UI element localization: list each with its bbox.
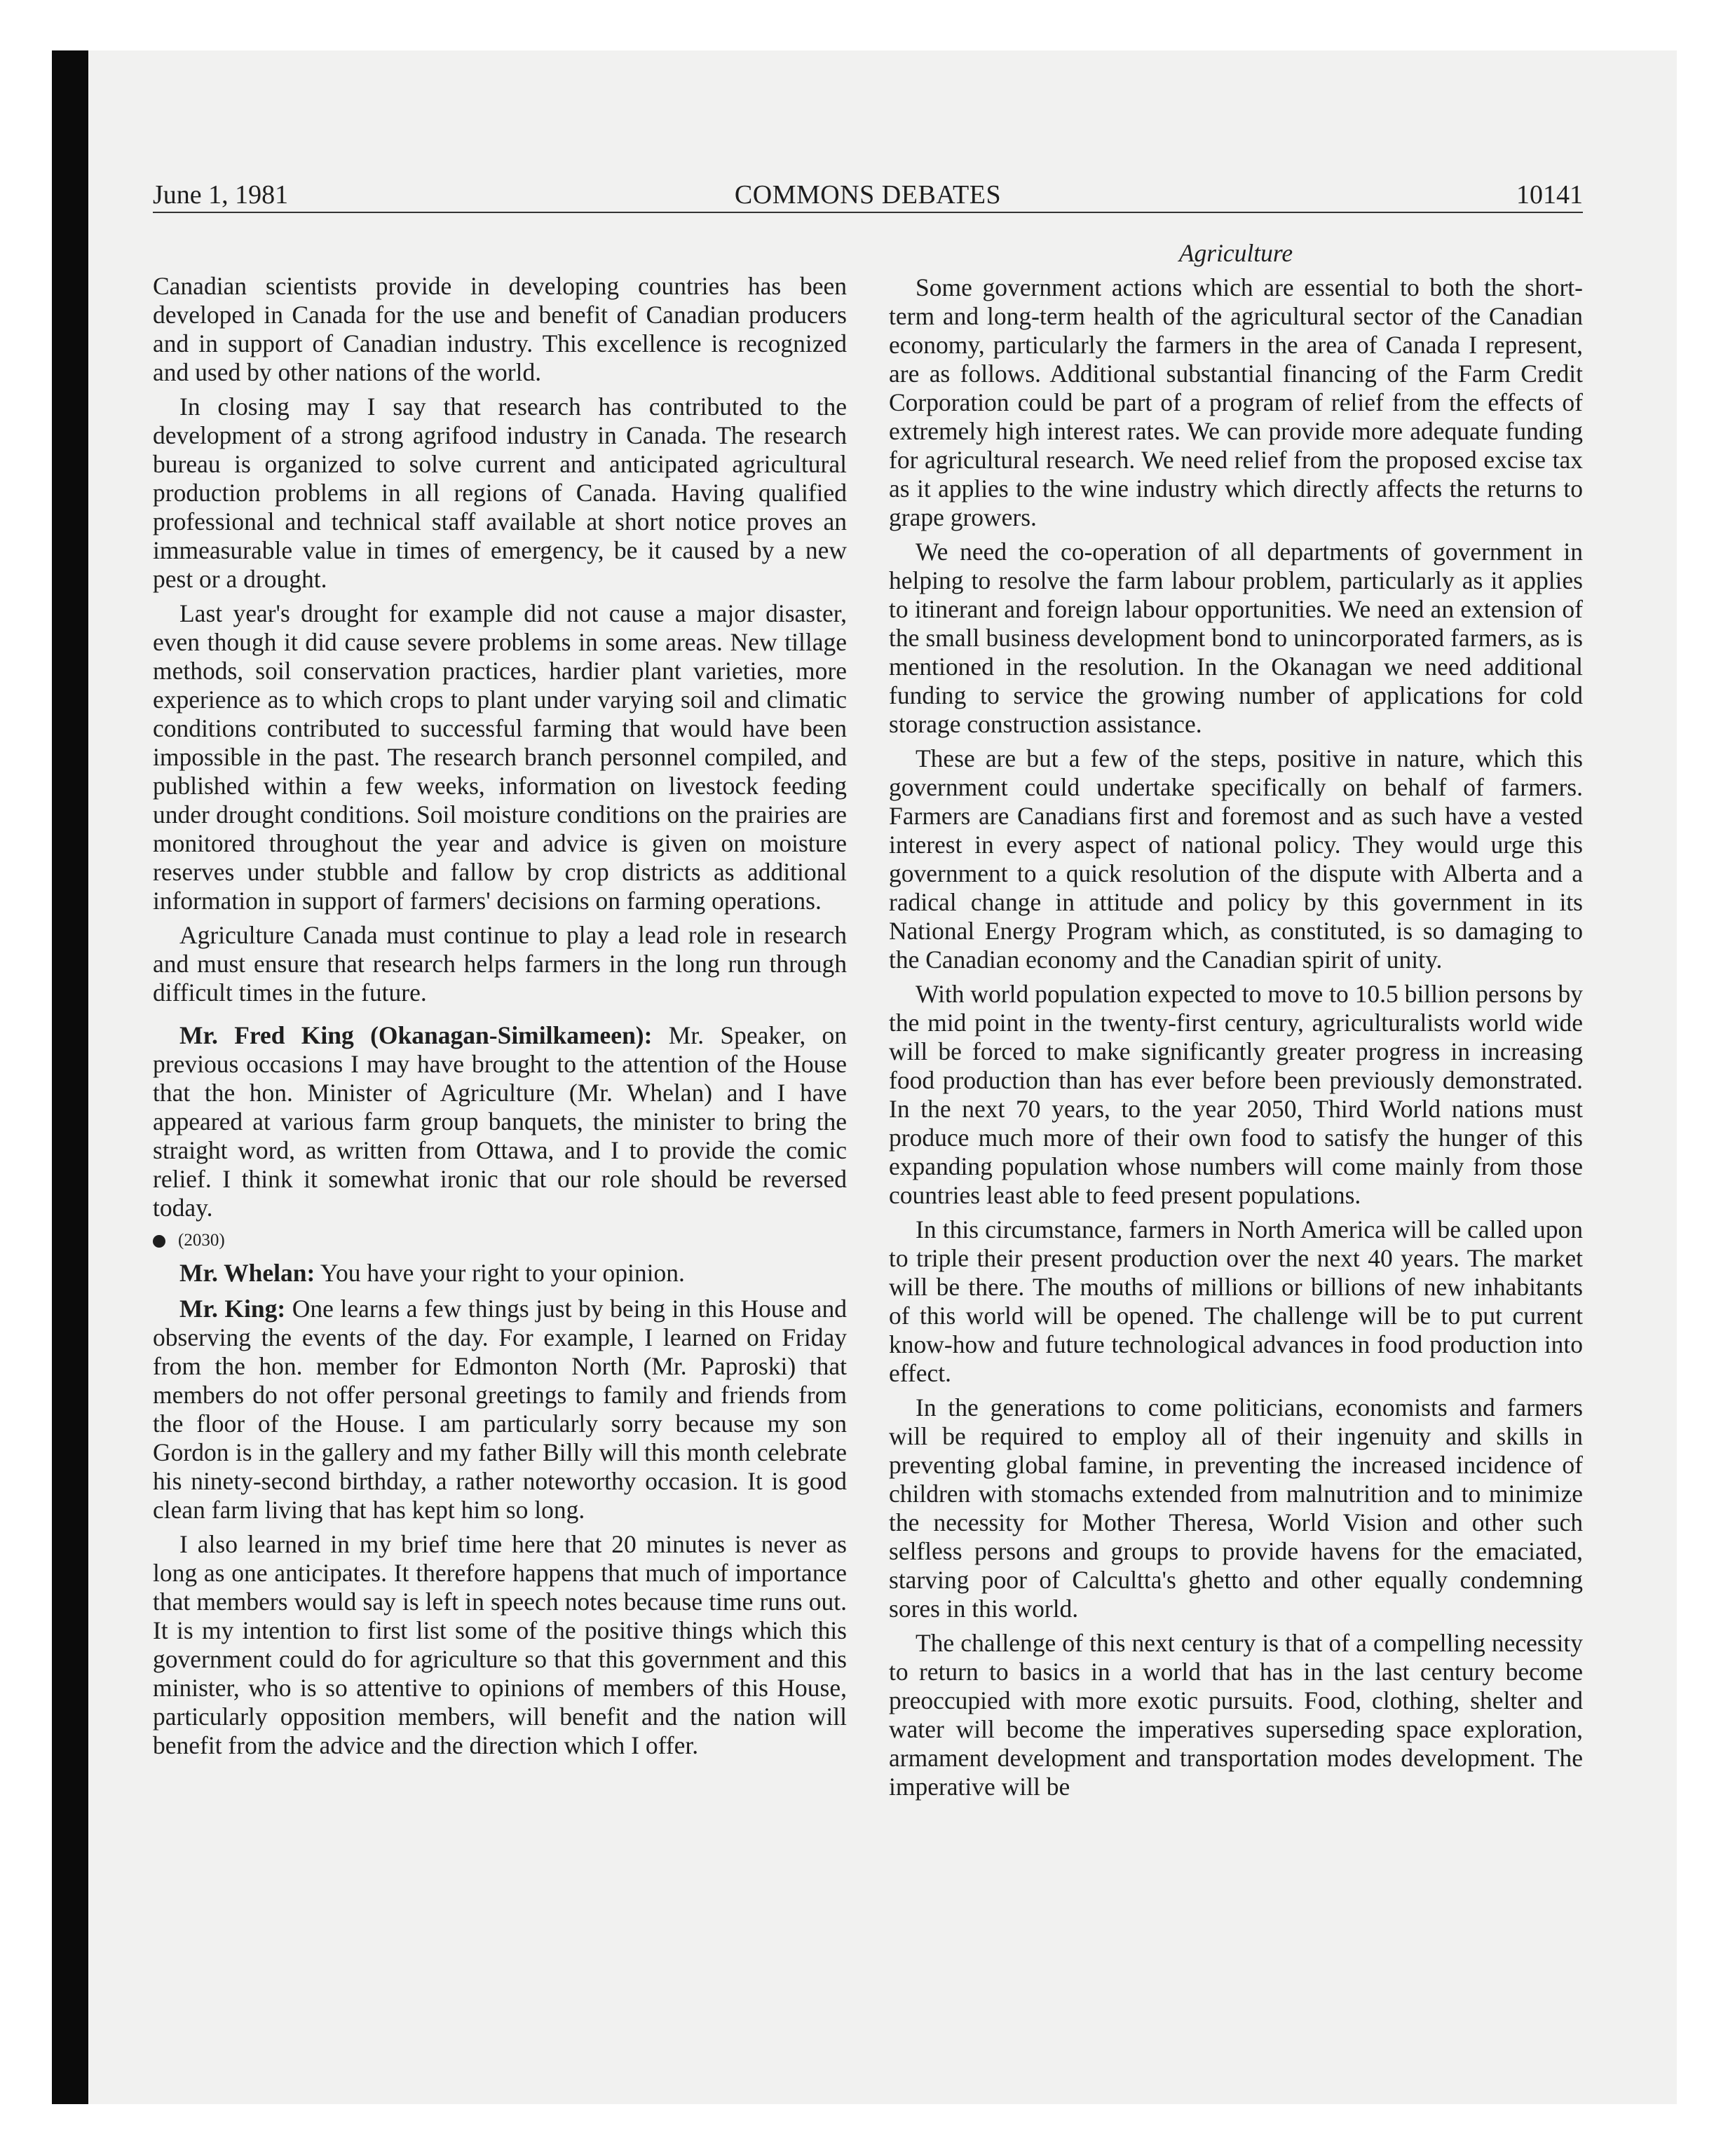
paragraph: Canadian scientists provide in developing countries has been developed in Canada for the use and benefit of Canadian producers and in support of Canadian industry. This excellence is recognized and used by other nations of the world. bbox=[153, 272, 847, 386]
paragraph: Last year's drought for example did not cause a major disaster, even though it did cause severe problems in some areas. New tillage methods, soil conservation practices, hardier plant varieties, more experience as to which crops to plant under varying soil and climatic conditions contributed to successful farming that would have been impossible in the past. The research branch personnel compiled, and published within a few weeks, information on livestock feeding under drought conditions. Soil moisture conditions on the prairies are monitored throughout the year and advice is given on moisture reserves under stubble and fallow by crop districts as additional information in support of farmers' decisions on farming operations. bbox=[153, 599, 847, 915]
header-page-number: 10141 bbox=[1516, 180, 1583, 210]
paragraph: I also learned in my brief time here that 20 minutes is never as long as one anticipates. It therefore happens that much of importance that members would say is left in speech notes because time runs out. It is my intention to first list some of the positive things which this government could do for agriculture so that this government and this minister, who is so attentive to opinions of members of this House, particularly opposition members, will benefit and the nation will benefit from the advice and the direction which I offer. bbox=[153, 1530, 847, 1759]
speech-text: One learns a few things just by being in this House and observing the events of the day. For example, I learned on Friday from the hon. member for Edmonton North (Mr. Paproski) that members do not offer personal greetings to family and friends from the floor of the House. I am particularly sorry because my son Gordon is in the gallery and my father Billy will this month celebrate his ninety-second birthday, a rather noteworthy occasion. It is good clean farm living that has kept him so long. bbox=[153, 1295, 848, 1524]
header-publication: COMMONS DEBATES bbox=[734, 180, 1002, 210]
speech-whelan bbox=[153, 1259, 847, 1288]
timestamp-text: (2030) bbox=[178, 1231, 225, 1250]
speaker-name: Mr. Whelan: bbox=[179, 1259, 315, 1287]
paragraph: Some government actions which are essential to both the short-term and long-term health of the agricultural sector of the Canadian economy, particularly the farmers in the area of Canada I represent, are as follows. Additional substantial financing of the Farm Credit Corporation could be part of a program of relief from the effects of extremely high interest rates. We can provide more adequate funding for agricultural research. We need relief from the proposed excise tax as it applies to the wine industry which directly affects the returns to grape growers. bbox=[889, 273, 1583, 531]
header-rule bbox=[153, 212, 1583, 213]
paragraph: With world population expected to move to 10.5 billion persons by the mid point in the twenty-first century, agriculturalists world wide will be forced to make significantly greater progress in increasing food production than has ever before been previously demonstrated. In the next 70 years, to the year 2050, Third World nations must produce much more of their own food to satisfy the hunger of this expanding population whose numbers will come mainly from those countries least able to feed present populations. bbox=[889, 980, 1583, 1209]
page-header bbox=[153, 177, 1583, 213]
speech-king-2 bbox=[153, 1295, 847, 1524]
right-column bbox=[889, 239, 1583, 1807]
speech-text: You have your right to your opinion. bbox=[320, 1259, 685, 1287]
paragraph: In closing may I say that research has contributed to the development of a strong agrifood industry in Canada. The research bureau is organized to solve current and anticipated agricultural production problems in all regions of Canada. Having qualified professional and technical staff available at short notice proves an immeasurable value in times of emergency, be it caused by a new pest or a drought. bbox=[153, 393, 847, 593]
paragraph: Agriculture Canada must continue to play a lead role in research and must ensure that research helps farmers in the long run through difficult times in the future. bbox=[153, 921, 847, 1007]
paragraph: These are but a few of the steps, positive in nature, which this government could undertake specifically on behalf of farmers. Farmers are Canadians first and foremost and as such have a vested interest in every aspect of national policy. They would urge this government to a quick resolution of the dispute with Alberta and a radical change in attitude and policy by this government in its National Energy Program which, as constituted, is so damaging to the Canadian economy and the Canadian spirit of unity. bbox=[889, 744, 1583, 974]
header-date: June 1, 1981 bbox=[153, 180, 289, 210]
section-title: Agriculture bbox=[1178, 239, 1293, 267]
speaker-name: Mr. King: bbox=[179, 1295, 286, 1323]
bullet-icon bbox=[153, 1235, 165, 1248]
speaker-name: Mr. Fred King (Okanagan-Similkameen): bbox=[179, 1021, 653, 1049]
speech-king bbox=[153, 1021, 847, 1222]
paragraph: The challenge of this next century is that of a compelling necessity to return to basics in a world that has in the last century become preoccupied with more exotic pursuits. Food, clothing, shelter and water will become the imperatives superseding space exploration, armament development and transportation modes development. The imperative will be bbox=[889, 1629, 1583, 1801]
timestamp bbox=[153, 1228, 847, 1253]
paragraph: In the generations to come politicians, economists and farmers will be required to employ all of their ingenuity and skills in preventing global famine, in preventing the increased incidence of children with stomachs extended from malnutrition and to minimize the necessity for Mother Theresa, World Vision and other such selfless persons and groups to provide havens for the emaciated, starving poor of Calcultta's ghetto and other equally condemning sores in this world. bbox=[889, 1393, 1583, 1623]
paragraph: We need the co-operation of all departments of government in helping to resolve the farm labour problem, particularly as it applies to itinerant and foreign labour opportunities. We need an extension of the small business development bond to unincorporated farmers, as is mentioned in the resolution. In the Okanagan we need additional funding to service the growing number of applications for cold storage construction assistance. bbox=[889, 538, 1583, 738]
paragraph: In this circumstance, farmers in North America will be called upon to triple their present production over the next 40 years. The market will be there. The mouths of millions or billions of new inhabitants of this world will be opened. The challenge will be to put current know-how and future technological advances in food production into effect. bbox=[889, 1215, 1583, 1387]
speech-text: Mr. Speaker, on previous occasions I may have brought to the attention of the House that the hon. Minister of Agriculture (Mr. Whelan) and I have appeared at various farm group banquets, the minister to bring the straight word, as written from Ottawa, and I to provide the comic relief. I think it somewhat ironic that our role should be reversed today. bbox=[153, 1021, 848, 1222]
scan-shadow-edge bbox=[52, 50, 88, 2104]
left-column bbox=[153, 272, 847, 1766]
